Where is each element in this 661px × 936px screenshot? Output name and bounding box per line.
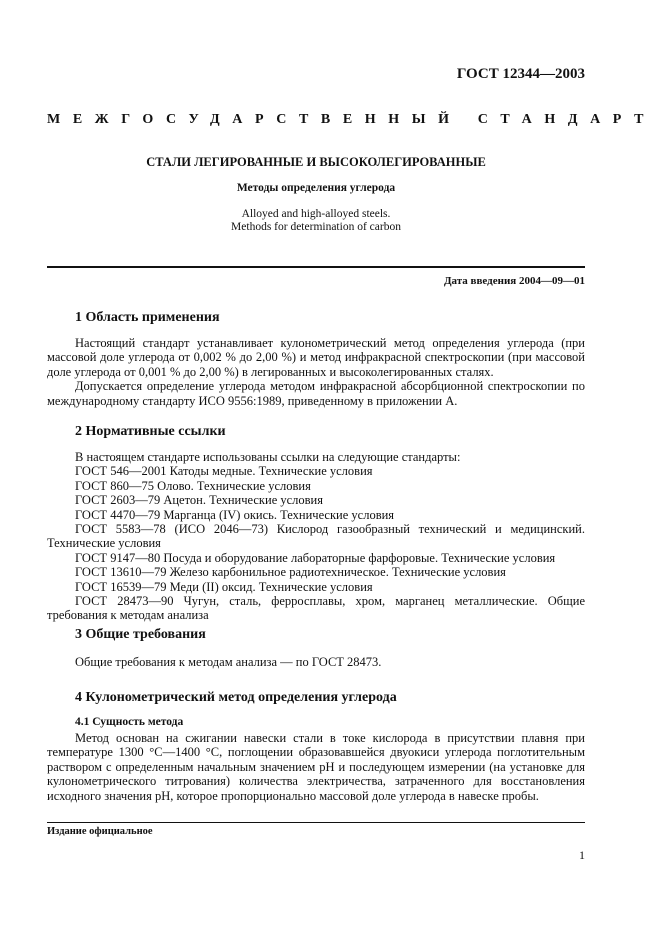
- english-title-line-2: Methods for determination of carbon: [231, 221, 401, 233]
- document-number: ГОСТ 12344—2003: [456, 66, 585, 82]
- edition-label: Издание официальное: [47, 826, 153, 837]
- section-3-paragraph-1: Общие требования к методам анализа — по ГОСТ 28473.: [75, 655, 382, 669]
- reference-item: ГОСТ 13610—79 Железо карбонильное радиотехническое. Технические условия: [75, 565, 506, 580]
- section-4-body: [47, 731, 585, 803]
- reference-item: ГОСТ 9147—80 Посуда и оборудование лабораторные фарфоровые. Технические условия: [75, 550, 556, 565]
- normative-references-list: [47, 450, 585, 623]
- section-1-paragraph-2: Допускается определение углерода методом инфракрасной абсорбционной спектроскопии по международному стандарту ИСО 9556:1989, приведенному в приложении А.: [47, 379, 585, 408]
- english-title: [47, 208, 585, 234]
- interstate-standard-banner: МЕЖГОСУДАРСТВЕННЫЙ СТАНДАРТ: [47, 112, 657, 127]
- reference-item: ГОСТ 5583—78 (ИСО 2046—73) Кислород газообразный технический и медицинский. Технические условия: [47, 522, 585, 551]
- section-2-heading: 2 Нормативные ссылки: [75, 424, 226, 439]
- document-subtitle: Методы определения углерода: [236, 182, 396, 194]
- reference-item: ГОСТ 16539—79 Меди (II) оксид. Технические условия: [75, 579, 373, 594]
- section-1-body: [47, 336, 585, 408]
- section-4-heading: 4 Кулонометрический метод определения углерода: [75, 690, 397, 705]
- section-3-body: [47, 655, 585, 669]
- references-intro: В настоящем стандарте использованы ссылки на следующие стандарты:: [75, 450, 461, 464]
- section-4-paragraph-1: Метод основан на сжигании навески стали в токе кислорода в присутствии плавня при температуре 1300 °С—1400 °С, поглощении образовавшейся двуокиси углерода поглотительным раствором с определенным начальным значением pH и последующем измерении (на установке для кулонометрического титрования) количества электричества, затраченного для восстановления исходного значения pH, которое пропорционально массовой доле углерода в навеске пробы.: [47, 731, 585, 803]
- section-1-heading: 1 Область применения: [75, 310, 220, 325]
- reference-item: ГОСТ 28473—90 Чугун, сталь, ферросплавы, хром, марганец металлические. Общие требования к методам анализа: [47, 594, 585, 623]
- subsection-4-1-heading: 4.1 Сущность метода: [75, 716, 184, 728]
- reference-item: ГОСТ 860—75 Олово. Технические условия: [75, 478, 311, 493]
- introduction-date: Дата введения 2004—09—01: [443, 275, 585, 287]
- reference-item: ГОСТ 2603—79 Ацетон. Технические условия: [75, 493, 323, 508]
- reference-item: ГОСТ 4470—79 Марганца (IV) окись. Технические условия: [75, 507, 395, 522]
- document-title: СТАЛИ ЛЕГИРОВАННЫЕ И ВЫСОКОЛЕГИРОВАННЫЕ: [146, 155, 486, 169]
- english-title-line-1: Alloyed and high-alloyed steels.: [241, 208, 391, 220]
- reference-item: ГОСТ 546—2001 Катоды медные. Технические условия: [75, 464, 373, 479]
- page-number: 1: [579, 848, 585, 862]
- header-divider: [47, 266, 585, 268]
- section-1-paragraph-1: Настоящий стандарт устанавливает кулонометрический метод определения углерода (при массовой доле углерода от 0,002 % до 2,00 %) и метод инфракрасной спектроскопии (при массовой доле углерода от 0,001 % до 2,00 %) в легированных и высоколегированных сталях.: [47, 336, 585, 379]
- section-3-heading: 3 Общие требования: [75, 627, 206, 642]
- footer-divider: [47, 822, 585, 823]
